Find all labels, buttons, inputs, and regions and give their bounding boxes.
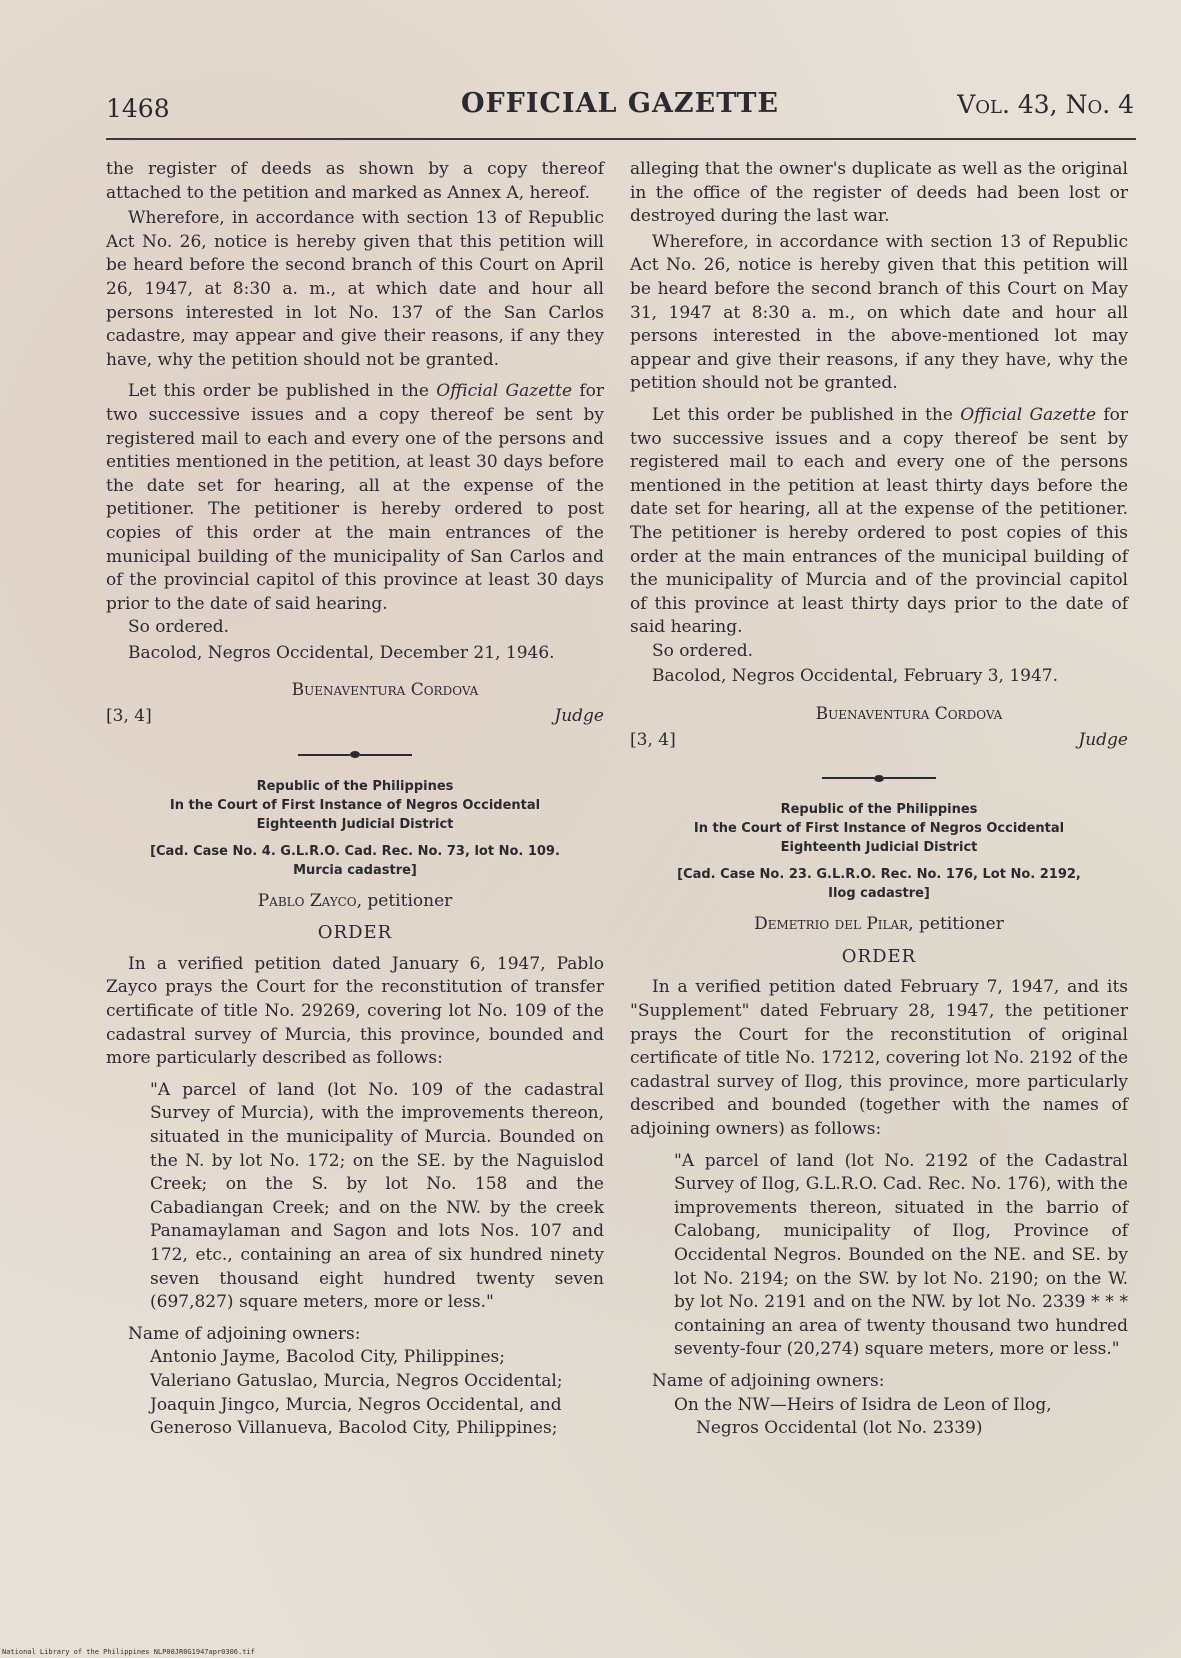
list-item: Valeriano Gatuslao, Murcia, Negros Occidental; (150, 1370, 563, 1391)
left-order-heading: ORDER (317, 922, 393, 944)
left-owners-heading: Name of adjoining owners: (128, 1323, 361, 1344)
list-item: On the NW—Heirs of Isidra de Leon of Ilog, (674, 1394, 1052, 1415)
scan-footer: National Library of the Philippines NLP00JR0G1947apr0306.tif (2, 1648, 255, 1656)
left-court-heading: Republic of the Philippines In the Court of First Instance of Negros Occidental Eighteenth Judicial District (169, 778, 541, 832)
left-petitioner: Pablo Zayco, petitioner (257, 890, 453, 911)
right-signer: Buenaventura Cordova (815, 704, 1003, 725)
right-so-ordered: So ordered. (652, 640, 754, 661)
left-judge: Judge (554, 706, 604, 727)
right-column (630, 158, 1128, 1441)
left-owners-list (150, 1346, 604, 1440)
right-land-description: "A parcel of land (lot No. 2192 of the Cadastral Survey of Ilog, G.L.R.O. Cad. Rec. No. 176), with the improvements thereon, situated in the barrio of Calobang, municipality of Ilog, Province of Occidental Negros. Bounded on the NE. and SE. by lot No. 2194; on the SW. by lot No. 2190; on the W. by lot No. 2191 and on the NW. by lot No. 2339 * * * containing an area of twenty thousand two hundred seventy-four (20,274) square meters, more or less." (674, 1150, 1128, 1360)
left-signature-row (106, 705, 604, 729)
right-paragraph-2: Wherefore, in accordance with section 13 of Republic Act No. 26, notice is hereby given that this petition will be heard before the second branch of this Court on May 31, 1947 at 8:30 a. m., on which date and hour all persons interested in the above-mentioned lot may appear and give their reasons, if any they have, why the petition should not be granted. (630, 231, 1128, 394)
left-land-description: "A parcel of land (lot No. 109 of the cadastral Survey of Murcia), with the improvements thereon, situated in the municipality of Murcia. Bounded on the N. by lot No. 172; on the SE. by the Naguislod Creek; on the S. by lot No. 158 and the Cabadiangan Creek; and on the NW. by the creek Panamaylaman and Sagon and lots Nos. 107 and 172, etc., containing an area of six hundred ninety seven thousand eight hundred twenty seven (697,827) square meters, more or less." (150, 1079, 604, 1313)
list-item: Antonio Jayme, Bacolod City, Philippines; (150, 1347, 505, 1368)
left-case-caption: [Cad. Case No. 4. G.L.R.O. Cad. Rec. No. 73, lot No. 109. Murcia cadastre] (150, 843, 560, 878)
header-rule (106, 138, 1136, 140)
page-header (106, 88, 1134, 128)
volume-label: Vol. 43, No. 4 (957, 90, 1134, 119)
left-signer: Buenaventura Cordova (291, 680, 479, 701)
right-petitioner: Demetrio del Pilar, petitioner (754, 914, 1004, 935)
publication-title: OFFICIAL GAZETTE (460, 88, 780, 119)
left-place-date: Bacolod, Negros Occidental, December 21, 1946. (128, 642, 555, 663)
right-order-heading: ORDER (841, 945, 917, 967)
left-order-paragraph: In a verified petition dated January 6, 1947, Pablo Zayco prays the Court for the reconstitution of transfer certificate of title No. 29269, covering lot No. 109 of the cadastral survey of Murcia, this province, bounded and more particularly described as follows: (106, 953, 604, 1069)
right-issues: [3, 4] (630, 729, 676, 750)
right-judge: Judge (1078, 729, 1128, 750)
right-divider (630, 772, 1128, 784)
right-signature-row (630, 729, 1128, 753)
list-item: Generoso Villanueva, Bacolod City, Philippines; (150, 1418, 558, 1439)
right-case-caption: [Cad. Case No. 23. G.L.R.O. Rec. No. 176, Lot No. 2192, Ilog cadastre] (677, 867, 1081, 902)
right-paragraph-1: alleging that the owner's duplicate as well as the original in the office of the register of deeds had been lost or destroyed during the last war. (630, 159, 1128, 227)
left-issues: [3, 4] (106, 706, 152, 727)
left-divider (106, 749, 604, 761)
right-owners-heading: Name of adjoining owners: (652, 1370, 885, 1391)
right-paragraph-3: Let this order be published in the Official Gazette for two successive issues and a copy thereof be sent by registered mail to each and every one of the persons mentioned in the petition at least thirty days before the date set for hearing, all at the expense of the petitioner. The petitioner is hereby ordered to post copies of this order at the main entrances of the municipal building of the municipality of Murcia and of the provincial capitol of this province at least thirty days prior to the date of said hearing. (630, 404, 1129, 638)
left-paragraph-1: the register of deeds as shown by a copy thereof attached to the petition and marked as Annex A, hereof. (106, 159, 604, 203)
list-item: Negros Occidental (lot No. 2339) (696, 1418, 983, 1439)
right-place-date: Bacolod, Negros Occidental, February 3, 1947. (652, 666, 1059, 687)
left-paragraph-2: Wherefore, in accordance with section 13 of Republic Act No. 26, notice is hereby given that this petition will be heard before the second branch of this Court on April 26, 1947, at 8:30 a. m., at which date and hour all persons interested in lot No. 137 of the San Carlos cadastre, may appear and give their reasons, if any they have, why the petition should not be granted. (106, 208, 604, 370)
left-so-ordered: So ordered. (128, 617, 230, 638)
left-paragraph-3: Let this order be published in the Official Gazette for two successive issues and a copy thereof be sent by registered mail to each and every one of the persons and entities mentioned in the petition, at least 30 days before the date set for hearing, all at the expense of the petitioner. The petitioner is hereby ordered to post copies of this order at the main entrances of the municipal building of the municipality of San Carlos and of the provincial capitol of this province at least 30 days prior to the date of said hearing. (106, 381, 605, 614)
list-item: Joaquin Jingco, Murcia, Negros Occidental, and (150, 1394, 562, 1415)
right-owners-list (674, 1394, 1128, 1441)
right-order-paragraph: In a verified petition dated February 7, 1947, and its "Supplement" dated February 28, 1947, the petitioner prays the Court for the reconstitution of original certificate of title No. 17212, covering lot No. 2192 of the cadastral survey of Ilog, this province, more particularly described and bounded (together with the names of adjoining owners) as follows: (630, 977, 1128, 1139)
page-number: 1468 (106, 94, 170, 123)
left-column (106, 158, 604, 1441)
right-court-heading: Republic of the Philippines In the Court of First Instance of Negros Occidental Eighteenth Judicial District (693, 802, 1065, 856)
